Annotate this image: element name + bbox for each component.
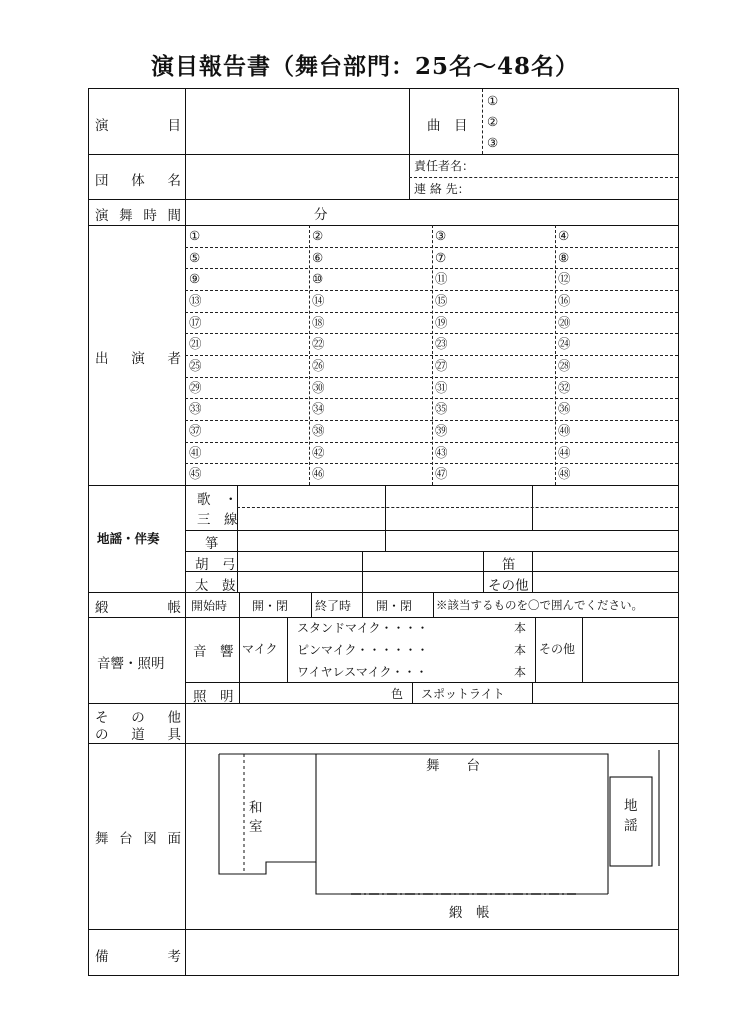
start-open-close[interactable]: 開・閉 bbox=[252, 599, 289, 613]
duration-label: 演舞時間 bbox=[95, 208, 181, 224]
accompaniment-label: 地謡・伴奏 bbox=[97, 531, 160, 546]
report-form bbox=[88, 88, 679, 976]
wireless-mic-unit: 本 bbox=[514, 665, 527, 679]
performer-slot-36[interactable]: ㊱ bbox=[558, 401, 571, 417]
performer-slot-14[interactable]: ⑭ bbox=[312, 293, 325, 308]
curtain-note: ※該当するものを〇で囲んでください。 bbox=[436, 598, 643, 612]
performer-slot-38[interactable]: ㊳ bbox=[312, 423, 325, 439]
stand-mic-unit: 本 bbox=[514, 621, 527, 635]
sound-label: 音 響 bbox=[193, 644, 234, 660]
program-field[interactable] bbox=[187, 91, 407, 153]
performer-slot-37[interactable]: ㊲ bbox=[189, 423, 202, 439]
program-label: 演 目 bbox=[95, 118, 181, 134]
diagram-stage-label: 舞 台 bbox=[426, 758, 480, 774]
performer-slot-1[interactable]: ① bbox=[189, 228, 201, 243]
performer-slot-26[interactable]: ㉖ bbox=[312, 358, 325, 374]
performer-slot-15[interactable]: ⑮ bbox=[435, 293, 448, 308]
spotlight-label: スポットライト bbox=[421, 687, 505, 701]
performer-slot-13[interactable]: ⑬ bbox=[189, 293, 202, 308]
remarks-field[interactable] bbox=[187, 931, 677, 973]
performer-slot-47[interactable]: ㊼ bbox=[435, 466, 448, 482]
performer-slot-19[interactable]: ⑲ bbox=[435, 314, 448, 330]
pin-mic-unit: 本 bbox=[514, 643, 527, 657]
props-label-1: そ の 他 bbox=[95, 710, 181, 726]
performer-slot-16[interactable]: ⑯ bbox=[558, 293, 571, 308]
diagram-jiutai-2: 謡 bbox=[624, 818, 638, 834]
diagram-washitsu-1: 和 bbox=[249, 800, 263, 816]
performer-slot-12[interactable]: ⑫ bbox=[558, 271, 571, 287]
performer-slot-9[interactable]: ⑨ bbox=[189, 271, 201, 287]
performer-slot-34[interactable]: ㉞ bbox=[312, 401, 325, 417]
song-num-3: ③ bbox=[487, 135, 499, 150]
end-open-close[interactable]: 開・閉 bbox=[376, 599, 413, 613]
performer-slot-11[interactable]: ⑪ bbox=[435, 271, 448, 287]
sound-light-label: 音響・照明 bbox=[97, 656, 165, 672]
uta-label: 歌 ・ bbox=[197, 492, 238, 508]
other-instrument-label: その他 bbox=[488, 578, 529, 594]
stand-mic-label: スタンドマイク・・・・ bbox=[297, 621, 429, 635]
group-label: 団 体 名 bbox=[95, 173, 181, 189]
song-num-1: ① bbox=[487, 93, 499, 108]
color-label: 色 bbox=[391, 687, 404, 701]
performer-slot-24[interactable]: ㉔ bbox=[558, 336, 571, 352]
group-name-field[interactable] bbox=[187, 156, 407, 198]
performer-slot-3[interactable]: ③ bbox=[435, 228, 447, 243]
performer-slot-39[interactable]: ㊴ bbox=[435, 423, 448, 439]
performer-slot-43[interactable]: ㊸ bbox=[435, 444, 448, 460]
performer-slot-4[interactable]: ④ bbox=[558, 228, 570, 243]
performer-slot-27[interactable]: ㉗ bbox=[435, 358, 448, 374]
performer-slot-32[interactable]: ㉜ bbox=[558, 379, 571, 395]
performer-slot-22[interactable]: ㉒ bbox=[312, 336, 325, 352]
remarks-label: 備 考 bbox=[95, 949, 181, 965]
performer-slot-7[interactable]: ⑦ bbox=[435, 249, 447, 265]
responsible-label: 責任者名： bbox=[414, 159, 475, 173]
performer-slot-6[interactable]: ⑥ bbox=[312, 249, 324, 265]
performer-slot-8[interactable]: ⑧ bbox=[558, 249, 570, 265]
mic-label: マイク bbox=[242, 642, 278, 656]
performer-slot-40[interactable]: ㊵ bbox=[558, 423, 571, 439]
diagram-jiutai-1: 地 bbox=[624, 798, 638, 814]
performer-slot-30[interactable]: ㉚ bbox=[312, 379, 325, 395]
shamisen-label: 三 線 bbox=[197, 512, 238, 528]
fue-label: 笛 bbox=[502, 557, 516, 573]
performer-slot-21[interactable]: ㉑ bbox=[189, 336, 202, 352]
kokyu-label: 胡 弓 bbox=[195, 557, 236, 573]
performer-slot-18[interactable]: ⑱ bbox=[312, 314, 325, 330]
stage-plan-label: 舞台図面 bbox=[95, 831, 181, 847]
performer-slot-31[interactable]: ㉛ bbox=[435, 379, 448, 395]
curtain-label: 緞 帳 bbox=[95, 600, 181, 616]
performer-slot-23[interactable]: ㉓ bbox=[435, 336, 448, 352]
wireless-mic-label: ワイヤレスマイク・・・ bbox=[297, 665, 428, 679]
contact-label: 連 絡 先： bbox=[414, 182, 470, 196]
performer-slot-29[interactable]: ㉙ bbox=[189, 379, 202, 395]
diagram-washitsu-2: 室 bbox=[249, 819, 263, 835]
performer-slot-35[interactable]: ㉟ bbox=[435, 401, 448, 417]
performer-slot-20[interactable]: ⑳ bbox=[558, 314, 571, 330]
performer-slot-44[interactable]: ㊹ bbox=[558, 444, 571, 460]
performer-slot-42[interactable]: ㊷ bbox=[312, 444, 325, 460]
performer-slot-48[interactable]: ㊽ bbox=[558, 466, 571, 482]
performer-slot-46[interactable]: ㊻ bbox=[312, 466, 325, 482]
diagram-curtain-label: 緞 帳 bbox=[449, 905, 490, 921]
lighting-label: 照 明 bbox=[193, 689, 234, 705]
props-label-2: の 道 具 bbox=[95, 727, 181, 743]
performer-slot-5[interactable]: ⑤ bbox=[189, 249, 201, 265]
performer-slot-41[interactable]: ㊶ bbox=[189, 444, 202, 460]
performer-slot-2[interactable]: ② bbox=[312, 228, 324, 243]
performer-slot-25[interactable]: ㉕ bbox=[189, 358, 202, 374]
song-num-2: ② bbox=[487, 114, 499, 129]
performer-slot-33[interactable]: ㉝ bbox=[189, 401, 202, 417]
stage-diagram bbox=[186, 744, 678, 928]
start-label: 開始時 bbox=[191, 599, 228, 613]
performer-slot-45[interactable]: ㊺ bbox=[189, 466, 202, 482]
end-label: 終了時 bbox=[315, 599, 352, 613]
taiko-label: 太 鼓 bbox=[195, 578, 236, 594]
performer-slot-10[interactable]: ⑩ bbox=[312, 271, 324, 287]
performer-slot-28[interactable]: ㉘ bbox=[558, 358, 571, 374]
page-title: 演目報告書（舞台部門：25名～48名） bbox=[150, 53, 579, 80]
performers-label: 出 演 者 bbox=[95, 351, 181, 367]
minutes-unit: 分 bbox=[314, 207, 328, 223]
pin-mic-label: ピンマイク・・・・・・ bbox=[297, 643, 429, 657]
song-label: 曲 目 bbox=[427, 118, 468, 134]
performer-slot-17[interactable]: ⑰ bbox=[189, 314, 202, 330]
koto-label: 箏 bbox=[205, 536, 219, 552]
sound-other-label: その他 bbox=[539, 642, 576, 656]
